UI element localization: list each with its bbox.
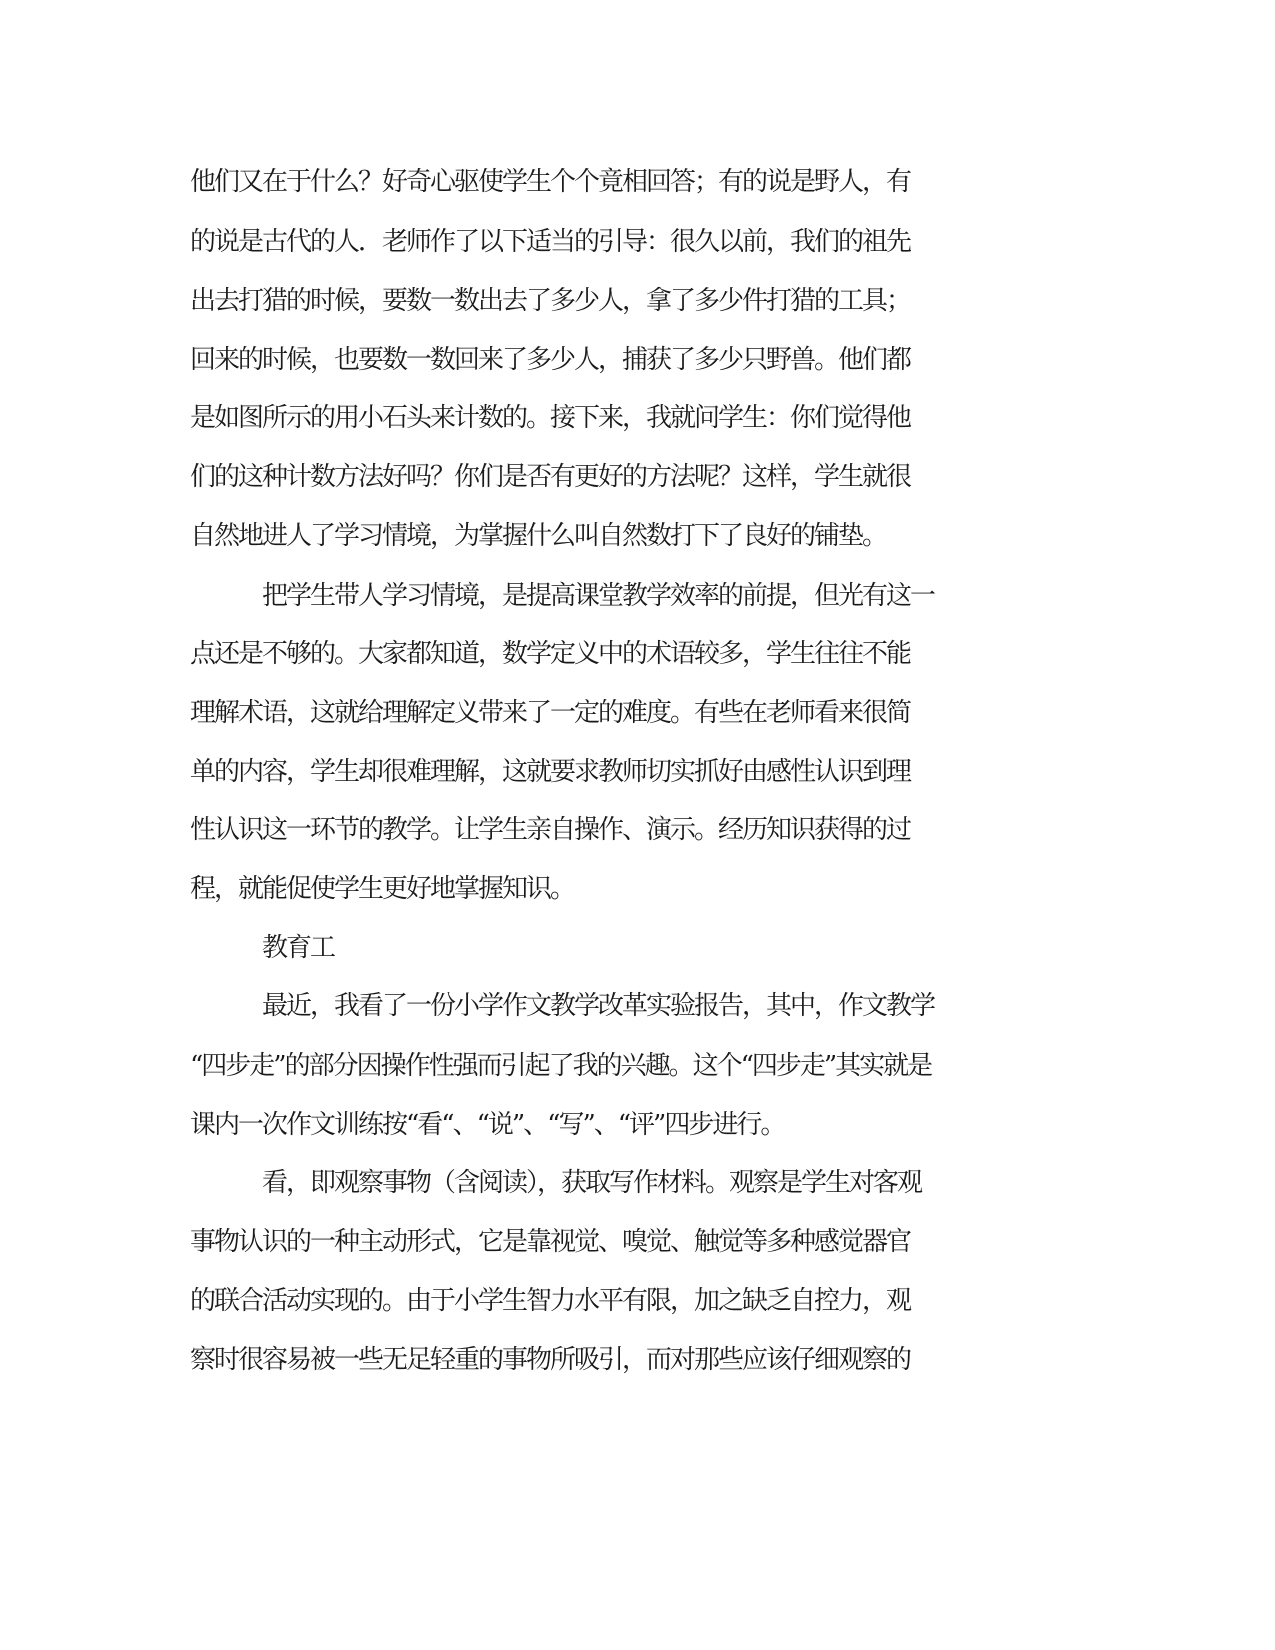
- text-line: 点还是不够的。大家都知道，数学定义中的术语较多，学生往往不能: [190, 639, 911, 669]
- text-line: 的说是古代的人．老师作了以下适当的引导：很久以前，我们的祖先: [190, 227, 911, 257]
- text-line: 自然地进人了学习情境，为掌握什么叫自然数打下了良好的铺垫。: [190, 521, 887, 551]
- text-line: 课内一次作文训练按“看“、“说”、“写”、“评”四步进行。: [190, 1110, 785, 1140]
- text-line: 单的内容，学生却很难理解，这就要求教师切实抓好由感性认识到理: [190, 757, 911, 787]
- text-line: 教育工: [262, 933, 335, 963]
- text-line: 是如图所示的用小石头来计数的。接下来，我就问学生：你们觉得他: [190, 403, 911, 433]
- text-line: 性认识这一环节的教学。让学生亲自操作、演示。经历知识获得的过: [190, 815, 911, 845]
- text-line: 回来的时候，也要数一数回来了多少人，捕获了多少只野兽。他们都: [190, 345, 911, 375]
- text-line: 察时很容易被一些无足轻重的事物所吸引，而对那些应该仔细观察的: [190, 1345, 911, 1375]
- text-line: 他们又在于什么？好奇心驱使学生个个竟相回答；有的说是野人，有: [190, 167, 911, 197]
- text-line: 理解术语，这就给理解定义带来了一定的难度。有些在老师看来很简: [190, 698, 911, 728]
- text-line: 看，即观察事物（含阅读），获取写作材料。观察是学生对客观: [262, 1168, 922, 1198]
- text-line: “四步走”的部分因操作性强而引起了我的兴趣。这个“四步走”其实就是: [190, 1051, 932, 1081]
- text-line: 事物认识的一种主动形式，它是靠视觉、嗅觉、触觉等多种感觉器官: [190, 1227, 911, 1257]
- text-line: 们的这种计数方法好吗？你们是否有更好的方法呢？这样，学生就很: [190, 462, 911, 492]
- text-line: 程，就能促使学生更好地掌握知识。: [190, 874, 575, 904]
- text-line: 最近，我看了一份小学作文教学改革实验报告，其中，作文教学: [262, 991, 935, 1021]
- text-line: 的联合活动实现的。由于小学生智力水平有限，加之缺乏自控力，观: [190, 1286, 911, 1316]
- text-line: 出去打猎的时候，要数一数出去了多少人，拿了多少件打猎的工具；: [190, 286, 911, 316]
- text-line: 把学生带人学习情境，是提高课堂教学效率的前提，但光有这一: [262, 581, 935, 611]
